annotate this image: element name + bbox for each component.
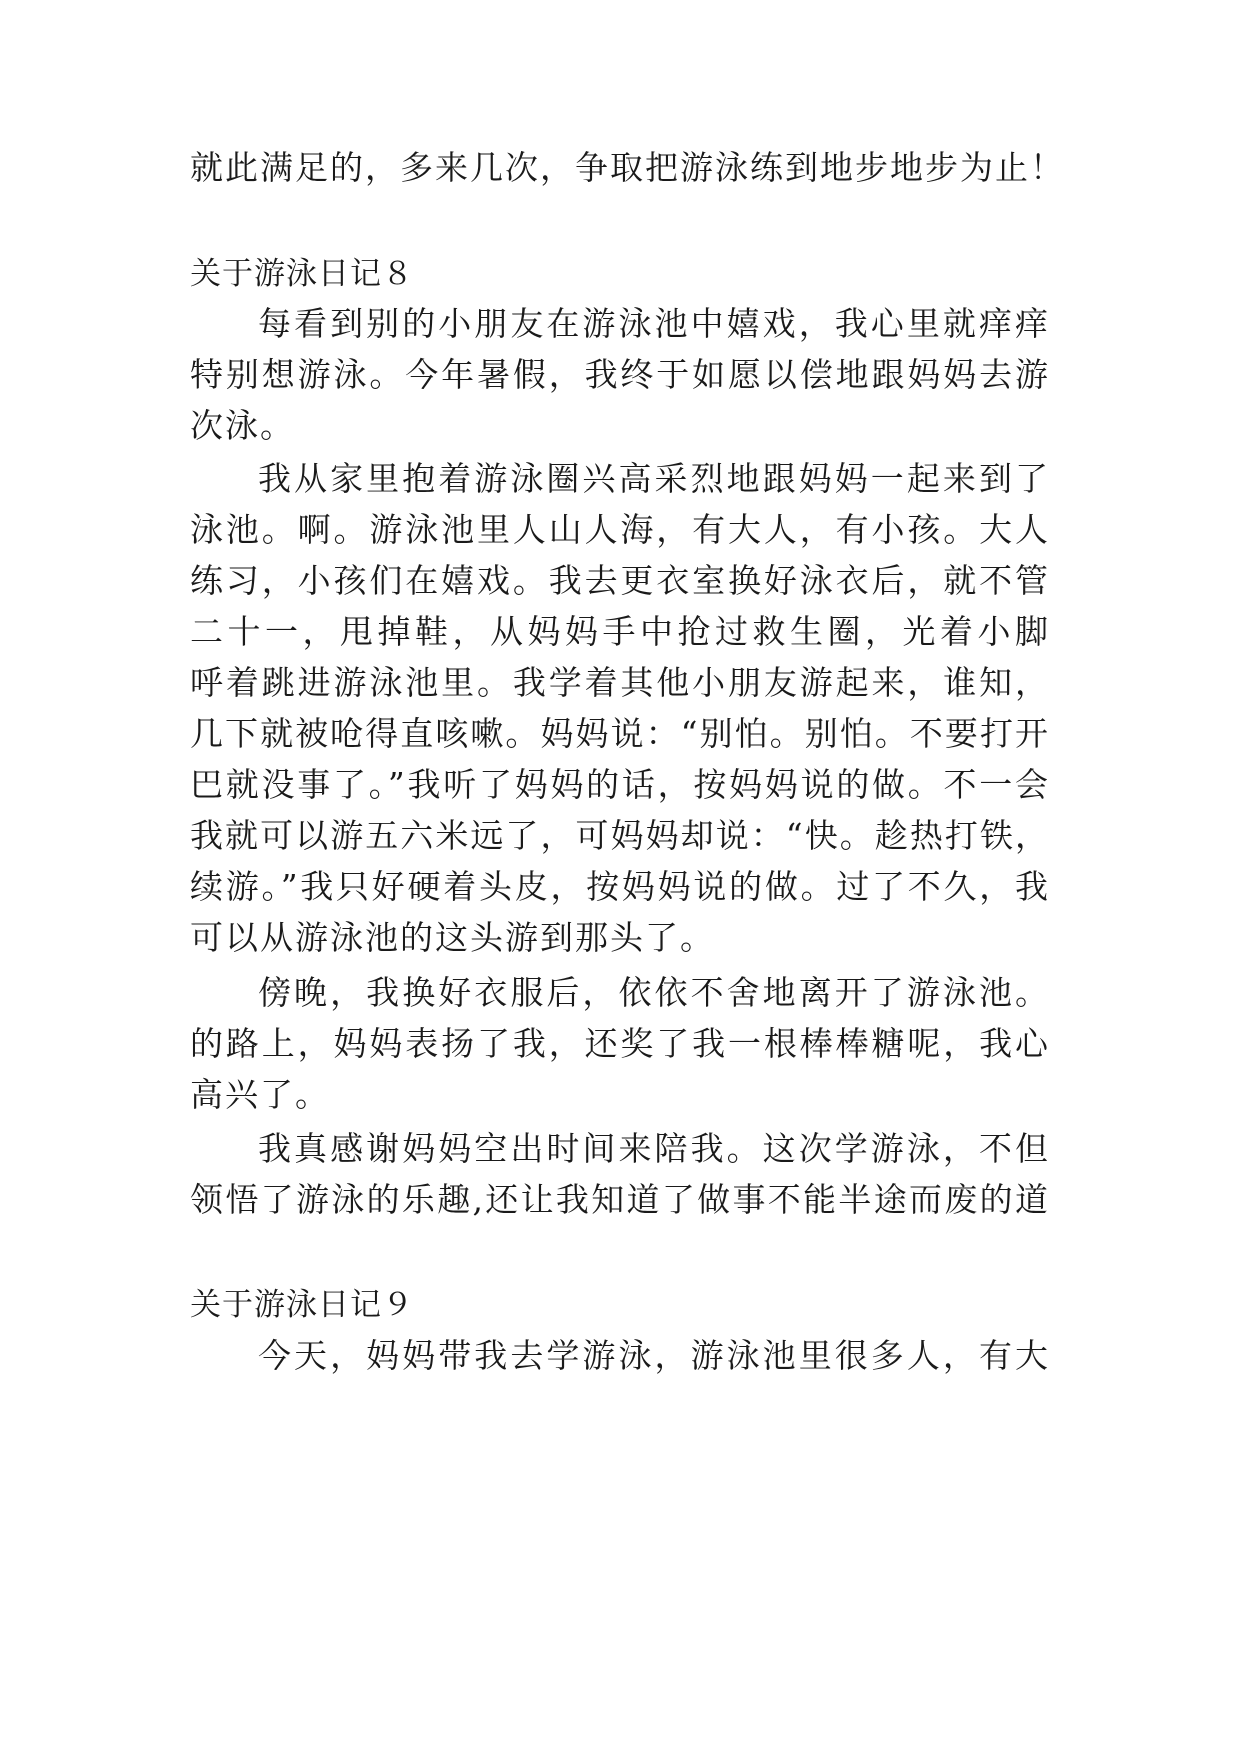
paragraph-line: 我就可以游五六米远了，可妈妈却说：“快。趁热打铁， — [190, 816, 1050, 855]
paragraph-line: 的路上，妈妈表扬了我，还奖了我一根棒棒糖呢，我心 — [190, 1024, 1050, 1063]
paragraph-line: 我从家里抱着游泳圈兴高采烈地跟妈妈一起来到了 — [258, 459, 1050, 498]
paragraph-line: 巴就没事了。”我听了妈妈的话，按妈妈说的做。不一会 — [190, 765, 1050, 804]
paragraph-line: 傍晚，我换好衣服后，依依不舍地离开了游泳池。 — [258, 973, 1050, 1012]
paragraph-line: 次泳。 — [190, 406, 295, 445]
paragraph-line: 特别想游泳。今年暑假，我终于如愿以偿地跟妈妈去游 — [190, 355, 1050, 394]
paragraph-line: 可以从游泳池的这头游到那头了。 — [190, 918, 715, 957]
paragraph-line: 呼着跳进游泳池里。我学着其他小朋友游起来，谁知， — [190, 663, 1050, 702]
paragraph-line: 今天，妈妈带我去学游泳，游泳池里很多人，有大 — [258, 1336, 1050, 1375]
intro-line: 就此满足的，多来几次，争取把游泳练到地步地步为止！ — [190, 148, 1065, 187]
paragraph-line: 每看到别的小朋友在游泳池中嬉戏，我心里就痒痒 — [258, 304, 1050, 343]
paragraph-line: 练习，小孩们在嬉戏。我去更衣室换好泳衣后，就不管 — [190, 561, 1050, 600]
paragraph-line: 高兴了。 — [190, 1075, 330, 1114]
paragraph-line: 续游。”我只好硬着头皮，按妈妈说的做。过了不久，我 — [190, 867, 1050, 906]
section-title-8: 关于游泳日记８ — [190, 256, 414, 292]
paragraph-line: 泳池。啊。游泳池里人山人海，有大人，有小孩。大人 — [190, 510, 1050, 549]
paragraph-line: 几下就被呛得直咳嗽。妈妈说：“别怕。别怕。不要打开 — [190, 714, 1050, 753]
paragraph-line: 二十一，甩掉鞋，从妈妈手中抢过救生圈，光着小脚 — [190, 612, 1050, 651]
paragraph-line: 我真感谢妈妈空出时间来陪我。这次学游泳，不但 — [258, 1129, 1050, 1168]
section-title-9: 关于游泳日记９ — [190, 1287, 414, 1323]
paragraph-line: 领悟了游泳的乐趣,还让我知道了做事不能半途而废的道 — [190, 1180, 1050, 1219]
